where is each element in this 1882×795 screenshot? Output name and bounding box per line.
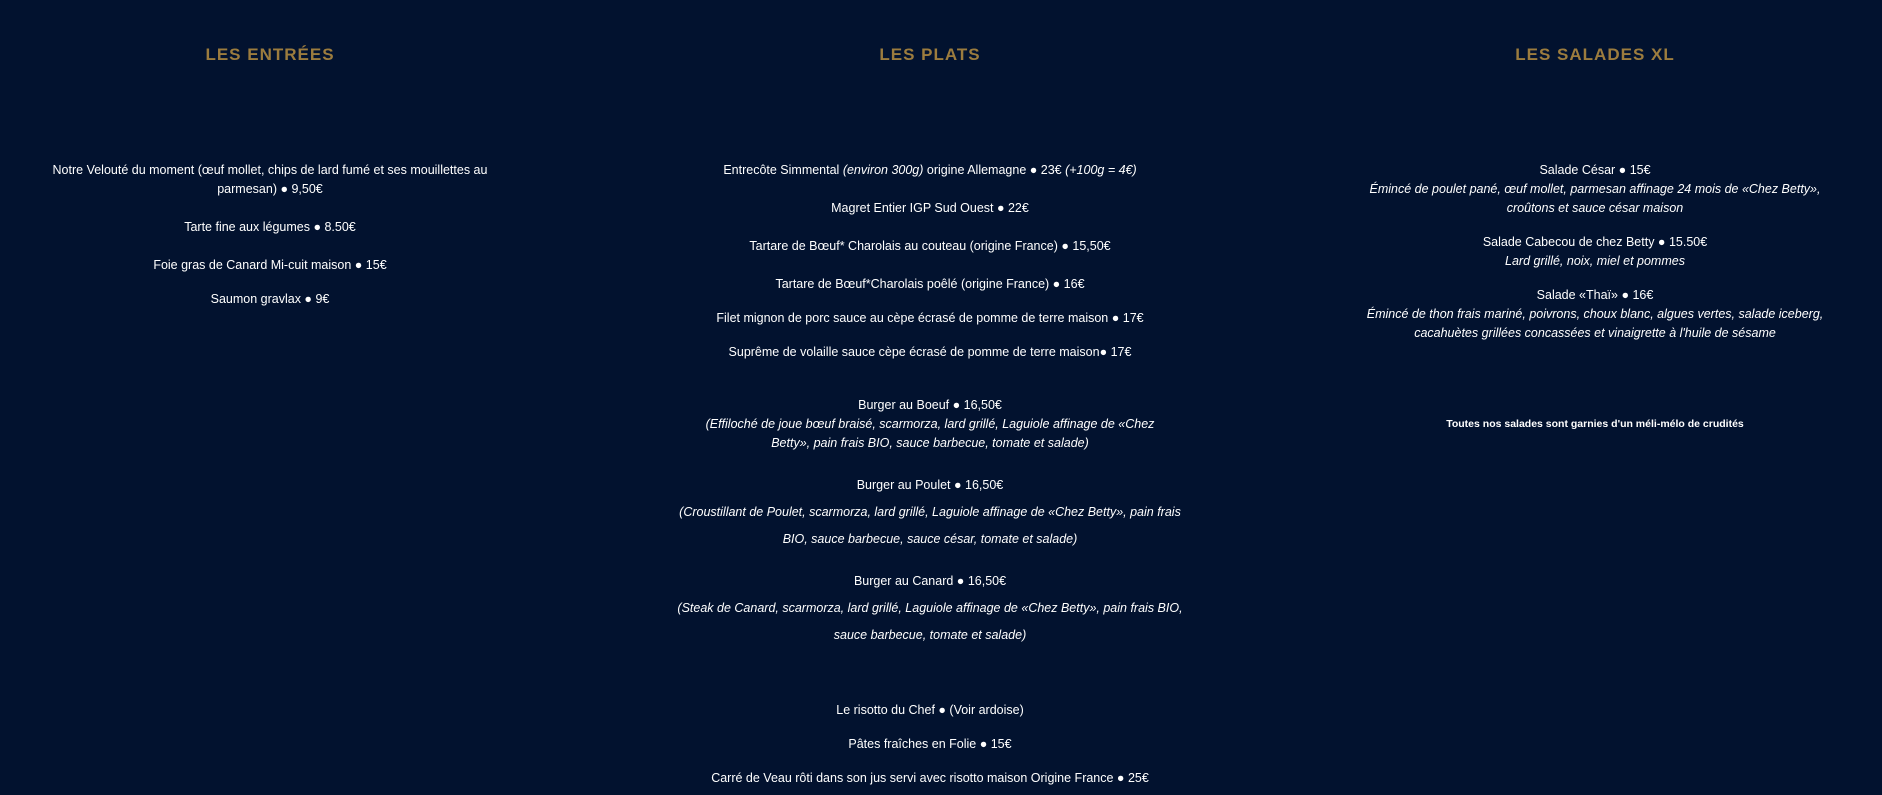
plat-item: Filet mignon de porc sauce au cèpe écrasé de pomme de terre maison ● 17€ <box>716 311 1144 325</box>
burger-description: (Effiloché de joue bœuf braisé, scarmorza, lard grillé, Laguiole affinage de «Chez Betty», pain frais BIO, sauce barbecue, tomate et salade) <box>705 417 1155 450</box>
plat-item: Suprême de volaille sauce cèpe écrasé de pomme de terre maison● 17€ <box>728 345 1132 359</box>
burger-title: Burger au Canard ● 16,50€ <box>853 574 1007 588</box>
plat-item: Tartare de Bœuf*Charolais poêlé (origine France) ● 16€ <box>775 277 1085 291</box>
plat-item: Tartare de Bœuf* Charolais au couteau (origine France) ● 15,50€ <box>749 239 1111 253</box>
entree-item: Tarte fine aux légumes ● 8.50€ <box>184 220 356 234</box>
entree-item: Saumon gravlax ● 9€ <box>210 292 330 306</box>
burger-title: Burger au Boeuf ● 16,50€ <box>858 398 1002 412</box>
entrecote-name: Entrecôte Simmental <box>723 163 843 177</box>
plat-item: Pâtes fraîches en Folie ● 15€ <box>848 737 1012 751</box>
burger-description: (Steak de Canard, scarmorza, lard grillé, Laguiole affinage de «Chez Betty», pain frais BIO, <box>677 601 1183 615</box>
salades-note: Toutes nos salades sont garnies d'un méli-mélo de crudités <box>1446 418 1744 430</box>
plats-title: LES PLATS <box>879 45 981 64</box>
salade-title: Salade Cabecou de chez Betty ● 15.50€ <box>1482 235 1708 249</box>
burger-description: BIO, sauce barbecue, sauce césar, tomate et salade) <box>782 532 1078 546</box>
salade-description: Lard grillé, noix, miel et pommes <box>1505 254 1685 268</box>
salade-title: Salade César ● 15€ <box>1539 163 1651 177</box>
salade-title: Salade «Thaï» ● 16€ <box>1536 288 1654 302</box>
plat-item: Magret Entier IGP Sud Ouest ● 22€ <box>831 201 1029 215</box>
entrees-title: LES ENTRÉES <box>205 45 335 64</box>
entrecote-weight: (environ 300g) <box>842 163 924 177</box>
plat-item: Le risotto du Chef ● (Voir ardoise) <box>836 703 1024 717</box>
entree-item: Notre Velouté du moment (œuf mollet, chips de lard fumé et ses mouillettes au parmesan) ● 9,50€ <box>52 163 488 196</box>
burger-title: Burger au Poulet ● 16,50€ <box>856 478 1004 492</box>
entrecote-extra: (+100g = 4€) <box>1065 163 1137 177</box>
salade-description: Émincé de poulet pané, œuf mollet, parmesan affinage 24 mois de «Chez Betty», croûtons et sauce césar maison <box>1369 182 1821 215</box>
salade-description: Émincé de thon frais mariné, poivrons, choux blanc, algues vertes, salade iceberg, cacahuètes grillées concassées et vinaigrette à l'huile de sésame <box>1366 307 1824 340</box>
plat-item: Carré de Veau rôti dans son jus servi avec risotto maison Origine France ● 25€ <box>711 771 1149 785</box>
entrecote-origin-price: origine Allemagne ● 23€ <box>923 163 1066 177</box>
burger-description: sauce barbecue, tomate et salade) <box>833 628 1027 642</box>
plat-item-entrecote <box>680 161 1180 180</box>
burger-description: (Croustillant de Poulet, scarmorza, lard grillé, Laguiole affinage de «Chez Betty», pain frais <box>679 505 1181 519</box>
entree-item: Foie gras de Canard Mi-cuit maison ● 15€ <box>153 258 387 272</box>
salades-title: LES SALADES XL <box>1515 45 1675 64</box>
